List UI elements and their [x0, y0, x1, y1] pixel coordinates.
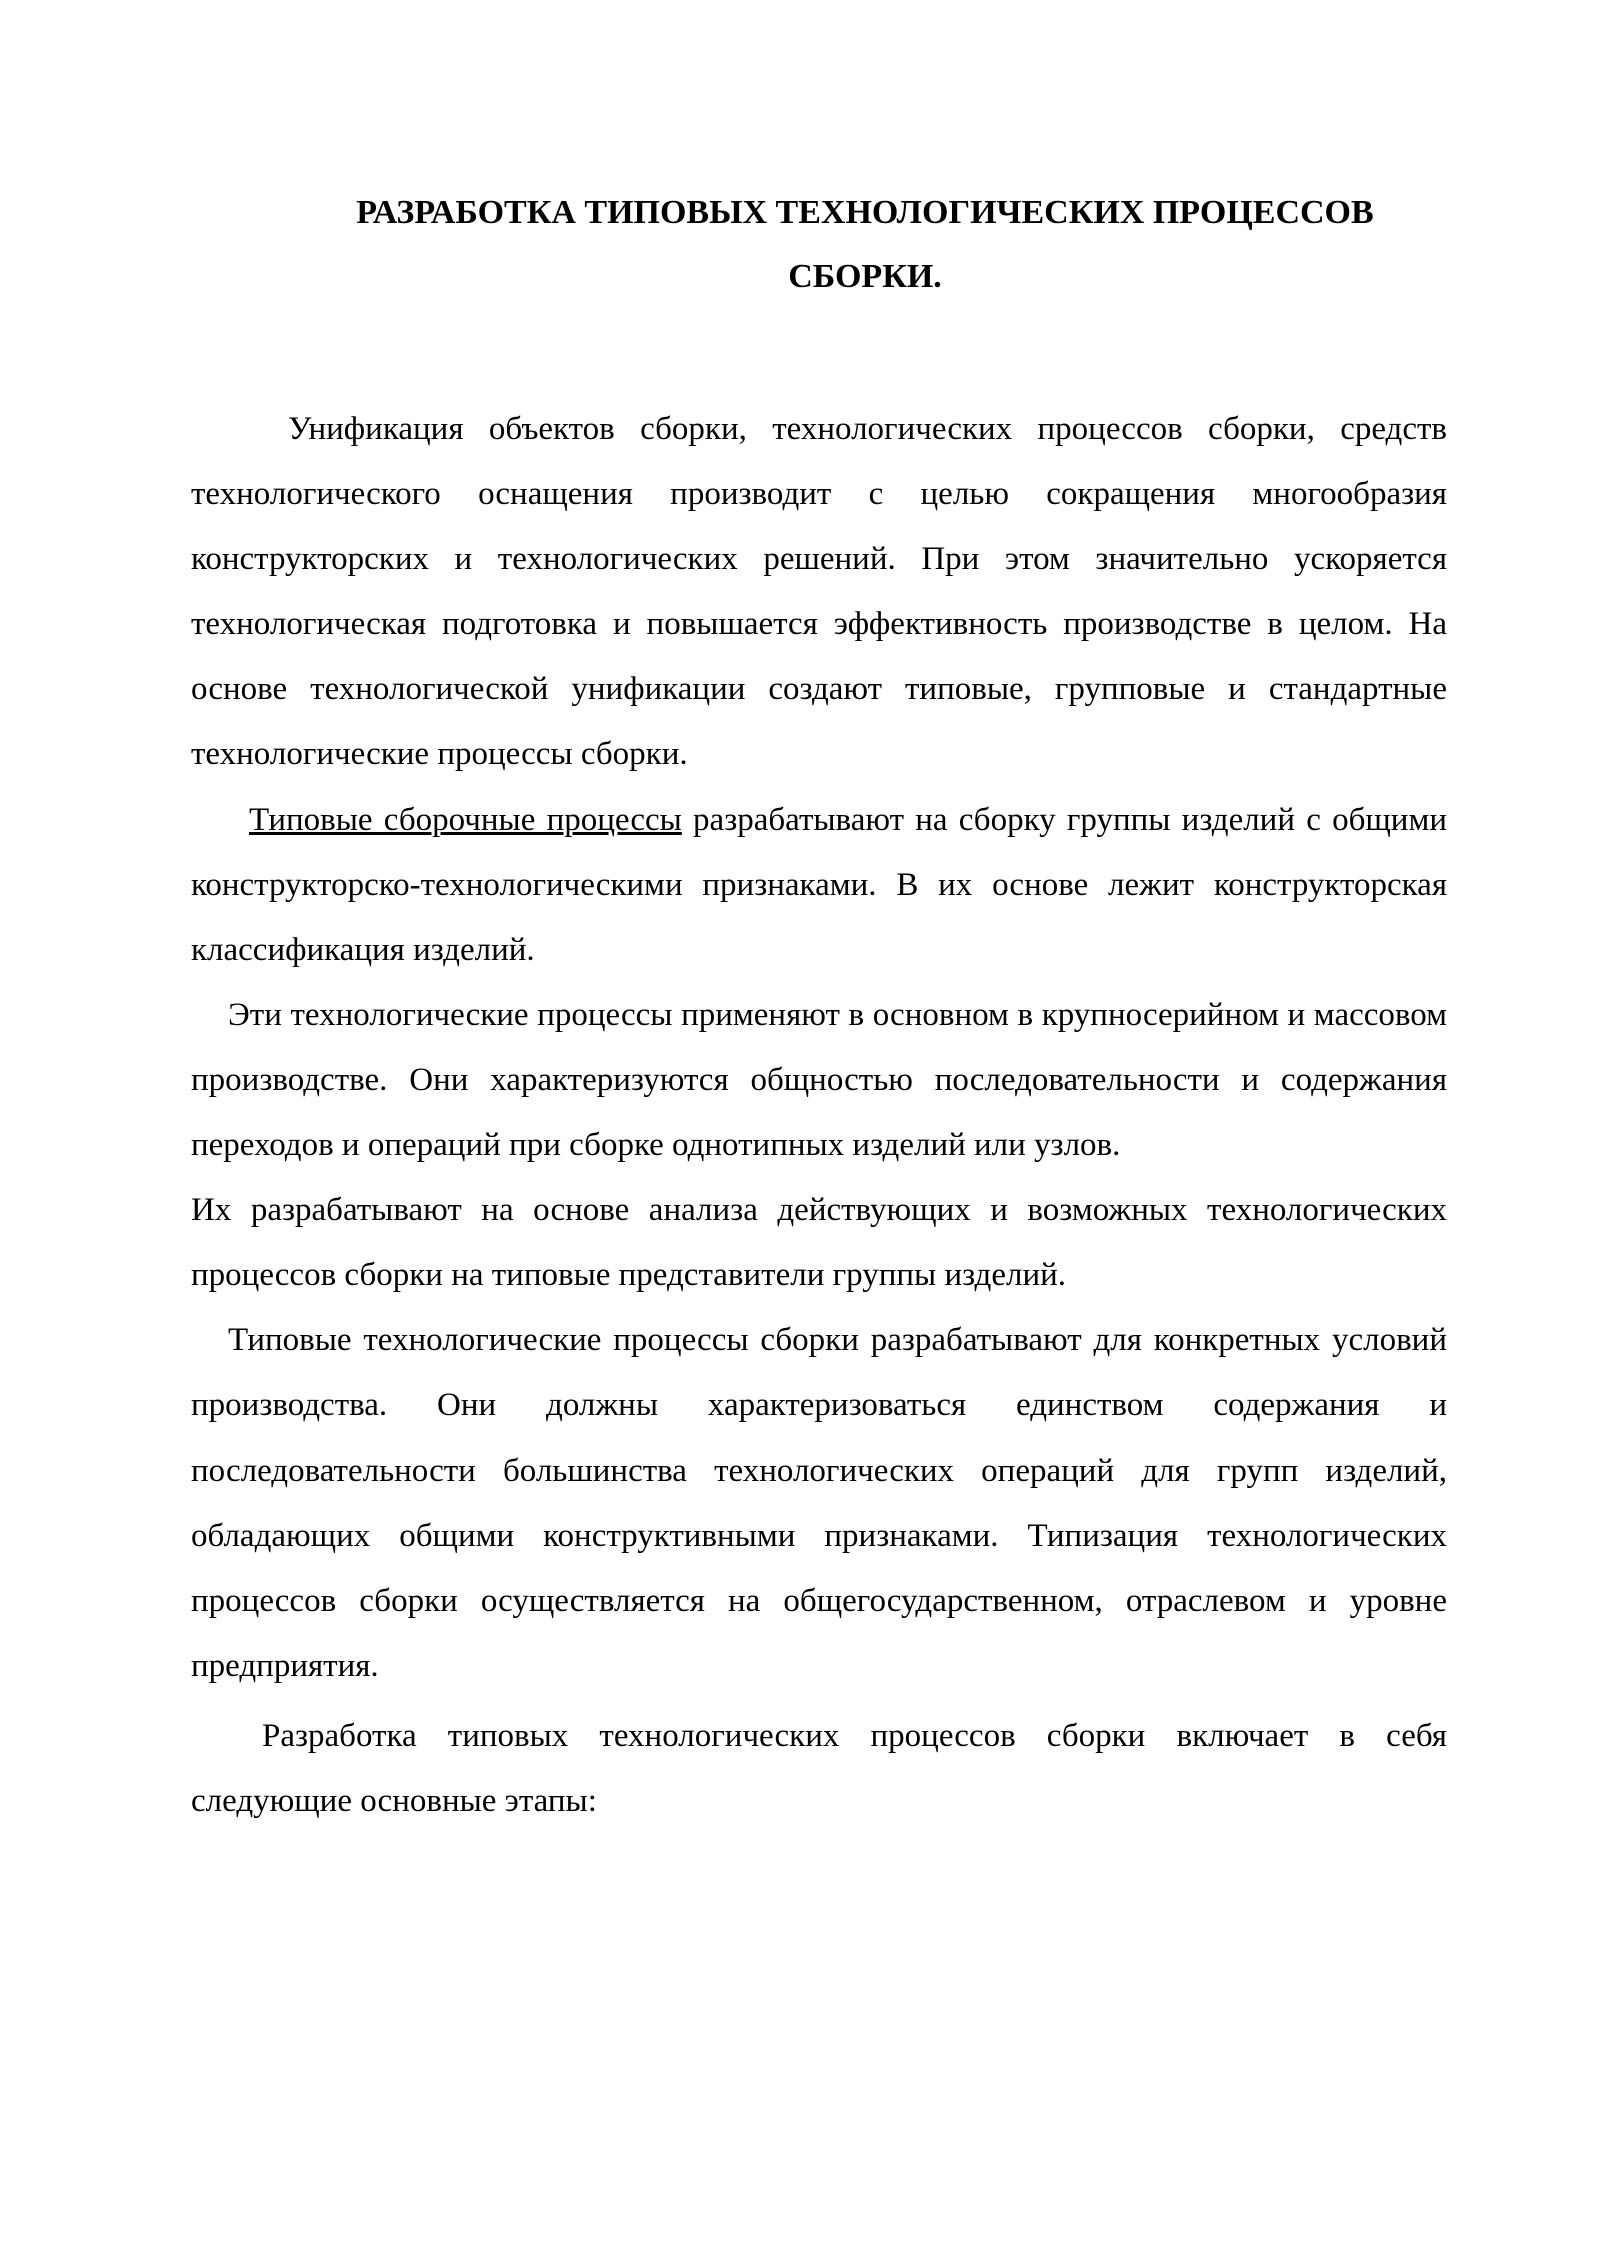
- document-body: [191, 397, 1447, 1834]
- paragraph-application: Эти технологические процессы применяют в основном в крупносерийном и массовом производстве. Они характеризуются общностью последовательности и содержания переходов и операций при сборке однотипных изделий или узлов.: [191, 996, 1447, 1164]
- document-title-line-2: СБОРКИ.: [788, 258, 942, 295]
- document-title-line-1: РАЗРАБОТКА ТИПОВЫХ ТЕХНОЛОГИЧЕСКИХ ПРОЦЕССОВ: [356, 194, 1374, 231]
- underlined-term: Типовые сборочные процессы: [249, 801, 682, 838]
- paragraph-unification: Унификация объектов сборки, технологических процессов сборки, средств технологического оснащения производит с целью сокращения многообразия конструкторских и технологических решений. При этом значительно ускоряется технологическая подготовка и повышается эффективность производстве в целом. На основе технологической унификации создают типовые, групповые и стандартные технологические процессы сборки.: [191, 411, 1447, 773]
- paragraph-stages-intro: Разработка типовых технологических процессов сборки включает в себя следующие основные этапы:: [191, 1717, 1447, 1819]
- paragraph-development-basis: Их разрабатывают на основе анализа действующих и возможных технологических процессов сборки на типовые представители группы изделий.: [191, 1192, 1447, 1294]
- paragraph-typical-assembly-processes: [191, 788, 1447, 983]
- paragraph-text: разрабатывают на сборку группы изделий с общими конструкторско-технологическими признаками. В их основе лежит конструкторская классификация изделий.: [191, 801, 1448, 968]
- paragraph-specific-conditions: Типовые технологические процессы сборки разрабатывают для конкретных условий производства. Они должны характеризоваться единством содержания и последовательности большинства технологических операций для групп изделий, обладающих общими конструктивными признаками. Типизация технологических процессов сборки осуществляется на общегосударственном, отраслевом и уровне предприятия.: [191, 1322, 1447, 1684]
